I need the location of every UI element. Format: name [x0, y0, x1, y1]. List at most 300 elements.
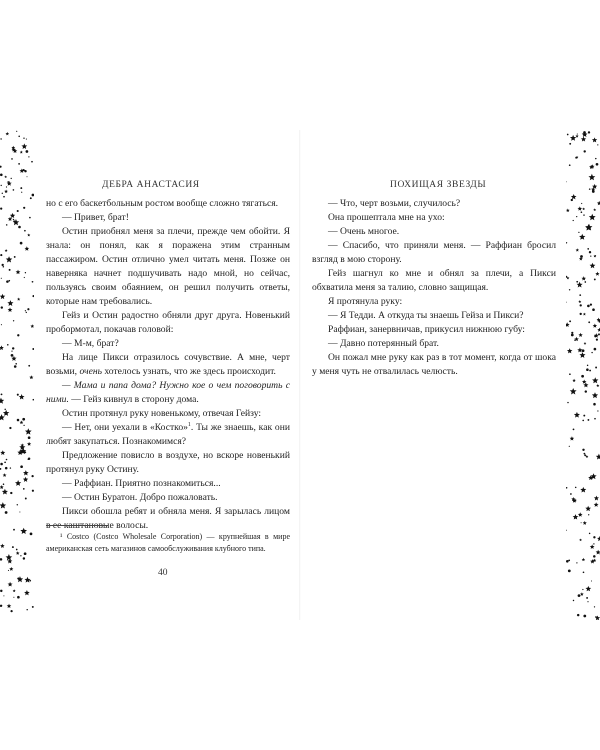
paragraph: — Что, черт возьми, случилось?	[328, 198, 461, 209]
star-dot	[591, 352, 592, 353]
star-dot	[567, 402, 568, 403]
star-dot	[577, 614, 579, 616]
star-shape	[578, 300, 581, 303]
star-shape	[17, 576, 23, 582]
paragraph: Остин протянул руку новенькому, отвечая Гейзу:	[62, 408, 262, 419]
star-shape	[0, 345, 4, 350]
star-shape	[593, 208, 596, 211]
star-dot	[0, 254, 2, 256]
star-shape	[580, 487, 586, 493]
star-dot	[566, 530, 567, 531]
star-dot	[594, 606, 595, 607]
star-dot	[10, 610, 12, 612]
star-shape	[13, 589, 16, 592]
star-dot	[25, 272, 26, 273]
star-dot	[597, 410, 598, 411]
page-number: 40	[158, 568, 168, 578]
star-dot	[581, 203, 582, 204]
star-dot	[20, 187, 22, 189]
star-shape	[17, 298, 20, 301]
star-dot	[566, 560, 569, 563]
star-dot	[587, 419, 589, 421]
star-dot	[589, 251, 591, 253]
star-shape	[585, 506, 591, 511]
paragraph: — М-м, брат?	[62, 338, 119, 349]
star-dot	[590, 255, 591, 256]
star-dot	[593, 403, 596, 406]
star-dot	[6, 280, 8, 283]
star-dot	[0, 174, 3, 177]
star-dot	[581, 522, 582, 523]
star-shape	[583, 313, 586, 316]
left-page-text	[46, 197, 290, 533]
star-dot	[583, 615, 586, 618]
text-run: — Нет, они уехали в «Костко»	[62, 422, 188, 433]
star-dot	[24, 552, 27, 555]
star-dot	[20, 242, 23, 245]
star-shape	[584, 342, 587, 345]
star-shape	[5, 249, 8, 252]
star-shape	[27, 442, 31, 446]
star-dot	[27, 308, 29, 310]
star-shape	[16, 270, 21, 275]
star-dot	[582, 349, 585, 352]
star-shape	[594, 496, 599, 501]
star-shape	[579, 234, 585, 240]
star-dot	[570, 493, 572, 495]
star-dot	[593, 543, 594, 544]
star-shape	[23, 470, 29, 475]
star-dot	[576, 216, 577, 217]
star-dot	[586, 368, 589, 371]
star-dot	[575, 487, 577, 489]
star-dot	[587, 601, 588, 602]
star-dot	[24, 170, 26, 172]
paragraph	[46, 379, 290, 407]
right-page	[300, 130, 566, 620]
star-dot	[16, 131, 17, 132]
star-dot	[596, 163, 599, 166]
paragraph: Она прошептала мне на ухо:	[328, 212, 445, 223]
star-dot	[569, 289, 570, 290]
star-dot	[589, 188, 591, 190]
star-shape	[3, 410, 9, 416]
star-dot	[13, 529, 15, 531]
star-dot	[3, 196, 5, 198]
star-dot	[0, 207, 2, 209]
star-dot	[584, 281, 586, 283]
star-dot	[13, 320, 14, 321]
star-dot	[576, 562, 577, 563]
star-dot	[577, 133, 578, 134]
star-shape	[27, 233, 30, 236]
star-dot	[579, 294, 581, 296]
star-dot	[18, 136, 20, 138]
star-shape	[23, 477, 28, 482]
star-dot	[17, 504, 18, 505]
star-dot	[14, 365, 17, 368]
star-dot	[566, 487, 567, 489]
star-shape	[590, 263, 596, 269]
star-shape	[7, 604, 12, 608]
star-shape	[583, 521, 587, 525]
star-shape	[19, 394, 25, 399]
star-shape	[572, 379, 575, 382]
star-dot	[589, 370, 591, 372]
star-dot	[580, 313, 582, 315]
star-shape	[592, 377, 598, 383]
star-dot	[22, 418, 25, 421]
star-dot	[578, 232, 579, 233]
star-dot	[17, 210, 19, 212]
star-shape	[570, 388, 577, 395]
star-dot	[30, 533, 33, 536]
star-dot	[569, 373, 571, 375]
star-dot	[582, 449, 584, 451]
star-dot	[20, 555, 21, 556]
star-dot	[0, 558, 2, 561]
star-dot	[3, 266, 5, 268]
star-dot	[9, 427, 11, 429]
star-shape	[570, 135, 576, 141]
star-shape	[592, 137, 597, 142]
star-shape	[578, 512, 583, 516]
star-shape	[571, 194, 577, 199]
star-shape	[580, 592, 584, 596]
star-shape	[29, 375, 33, 379]
star-dot	[593, 536, 595, 538]
star-dot	[587, 305, 590, 308]
footnote: ¹ Costco (Costco Wholesale Corporation) — крупнейшая в мире американская сеть магазинов самообслуживания клубного типа.	[46, 532, 290, 553]
star-dot	[17, 334, 19, 336]
star-dot	[28, 436, 31, 439]
star-dot	[589, 533, 591, 535]
star-shape	[576, 248, 579, 251]
star-dot	[8, 280, 10, 282]
star-dot	[580, 304, 582, 306]
star-dot	[30, 197, 32, 199]
star-shape	[2, 489, 8, 495]
star-dot	[592, 308, 595, 311]
star-shape	[15, 480, 21, 486]
star-dot	[7, 344, 8, 345]
star-dot	[595, 367, 597, 369]
star-dot	[26, 150, 29, 153]
star-dot	[18, 163, 20, 165]
star-dot	[573, 600, 574, 601]
paragraph: — Спасибо, что приняли меня. — Раффиан бросил взгляд в мою сторону.	[312, 240, 556, 265]
star-dot	[583, 214, 584, 215]
star-shape	[592, 392, 598, 398]
star-dot	[576, 281, 578, 283]
star-dot	[569, 164, 571, 166]
star-shape	[582, 558, 586, 561]
star-dot	[566, 302, 567, 303]
star-dot	[16, 549, 18, 551]
star-shape	[581, 137, 586, 142]
running-head-title: ПОХИЩАЯ ЗВЕЗДЫ	[390, 180, 487, 190]
star-dot	[568, 560, 570, 562]
star-dot	[1, 324, 2, 325]
left-star-border	[0, 130, 34, 620]
paragraph: — Давно потерянный брат.	[328, 338, 439, 349]
paragraph: — Раффиан. Приятно познакомиться...	[62, 478, 221, 489]
star-dot	[18, 226, 21, 229]
star-dot	[10, 467, 11, 468]
star-shape	[594, 502, 599, 507]
star-shape	[8, 307, 13, 312]
star-dot	[13, 189, 15, 191]
star-shape	[589, 214, 596, 221]
star-dot	[6, 224, 8, 226]
star-dot	[6, 186, 7, 187]
star-dot	[4, 461, 6, 463]
star-dot	[566, 276, 567, 278]
star-shape	[593, 324, 597, 328]
star-dot	[26, 609, 27, 610]
star-dot	[0, 605, 2, 607]
star-dot	[25, 310, 26, 311]
star-dot	[23, 425, 24, 426]
star-dot	[591, 580, 592, 581]
star-pattern-icon	[566, 130, 600, 620]
star-shape	[0, 502, 6, 508]
star-dot	[574, 339, 575, 340]
star-shape	[588, 174, 595, 180]
paragraph: Он пожал мне руку как раз в тот момент, когда от шока у меня чуть не отвалилась челюсть.	[312, 352, 556, 377]
star-dot	[1, 278, 2, 279]
star-shape	[566, 209, 570, 213]
star-dot	[23, 207, 25, 209]
star-dot	[582, 589, 583, 590]
star-shape	[0, 544, 5, 548]
star-dot	[584, 150, 586, 152]
star-dot	[23, 488, 25, 490]
star-dot	[569, 143, 571, 145]
star-dot	[568, 570, 571, 573]
star-shape	[7, 181, 12, 186]
paragraph: — Очень многое.	[328, 226, 400, 237]
star-dot	[10, 492, 12, 494]
star-shape	[4, 190, 8, 194]
star-shape	[24, 577, 30, 583]
star-dot	[9, 269, 11, 271]
star-shape	[593, 255, 596, 258]
star-dot	[7, 181, 8, 182]
star-dot	[573, 429, 575, 431]
star-dot	[26, 139, 27, 140]
star-shape	[578, 333, 582, 337]
footnote-divider	[46, 525, 108, 526]
star-dot	[593, 555, 596, 558]
star-dot	[21, 192, 22, 193]
star-dot	[24, 277, 25, 278]
star-shape	[595, 615, 600, 620]
paragraph: Я протянула руку:	[328, 296, 403, 307]
star-shape	[20, 420, 24, 424]
star-dot	[27, 176, 28, 177]
star-dot	[25, 498, 27, 500]
star-shape	[596, 384, 599, 387]
star-shape	[4, 175, 7, 178]
star-dot	[2, 264, 4, 266]
star-dot	[11, 351, 12, 352]
star-shape	[582, 131, 588, 137]
star-shape	[20, 151, 23, 154]
star-dot	[14, 256, 16, 258]
star-dot	[595, 616, 596, 617]
star-shape	[9, 567, 13, 571]
star-dot	[587, 248, 589, 250]
star-shape	[6, 256, 13, 262]
star-shape	[583, 383, 588, 388]
italic-speech: — Мама и папа дома? Нужно кое о чем поговорить с ними.	[46, 380, 290, 405]
star-shape	[585, 586, 591, 591]
star-shape	[0, 294, 5, 299]
star-dot	[0, 463, 3, 466]
paragraph: Гейз и Остин радостно обняли друг друга. Новенький пробормотал, покачав головой:	[46, 310, 290, 335]
star-dot	[594, 348, 597, 351]
star-dot	[1, 306, 3, 308]
star-shape	[5, 132, 9, 135]
paragraph: — Привет, брат!	[62, 212, 129, 223]
star-dot	[23, 137, 24, 138]
star-shape	[579, 352, 585, 358]
paragraph	[46, 421, 290, 449]
star-dot	[571, 332, 573, 334]
star-shape	[0, 485, 4, 489]
star-dot	[594, 418, 596, 420]
footnote-marker: 1	[187, 421, 191, 428]
star-shape	[21, 143, 27, 149]
star-dot	[573, 220, 574, 221]
star-dot	[588, 514, 589, 515]
star-dot	[0, 468, 1, 470]
star-dot	[569, 446, 570, 447]
star-dot	[6, 459, 8, 461]
left-page	[34, 130, 300, 620]
paragraph: — Остин Буратон. Добро пожаловать.	[62, 492, 218, 503]
paragraph: Гейз шагнул ко мне и обнял за плечи, а Пикси обхватила меня за талию, словно защищая.	[312, 268, 556, 293]
star-shape	[594, 333, 599, 338]
star-shape	[16, 551, 20, 555]
star-pattern-icon	[0, 130, 34, 620]
star-dot	[583, 415, 585, 417]
star-shape	[0, 450, 5, 455]
star-dot	[17, 596, 20, 599]
star-shape	[577, 347, 582, 352]
star-dot	[31, 161, 33, 163]
star-dot	[12, 347, 14, 349]
star-shape	[570, 436, 574, 440]
star-dot	[1, 185, 2, 186]
star-dot	[11, 178, 12, 179]
right-page-text	[312, 197, 556, 379]
star-dot	[596, 339, 598, 341]
paragraph: Остин приобнял меня за плечи, прежде чем обойти. Я знала: он понял, как я поражена этим странным пассажиром. Остин отлично умел читать меня. Позже он наверняка начнет подшучивать надо мной, но сейчас, пользуясь своим обаянием, он решил получить ответы, которые нам требовались.	[46, 226, 290, 307]
star-dot	[582, 420, 584, 422]
right-star-border	[566, 130, 600, 620]
text-run: . Ты же знаешь, как они любят закупаться. Познакомимся?	[46, 422, 290, 447]
star-dot	[0, 166, 2, 168]
book-spread	[0, 130, 600, 620]
text-run: — Гейз кивнул в сторону дома.	[68, 394, 199, 405]
paragraph: но с его баскетбольным ростом вообще сложно тягаться.	[46, 198, 279, 209]
star-dot	[581, 375, 584, 378]
star-dot	[26, 312, 27, 313]
star-shape	[24, 590, 30, 595]
paragraph	[46, 351, 290, 379]
star-dot	[3, 595, 4, 596]
star-dot	[12, 546, 14, 548]
star-shape	[25, 428, 32, 434]
star-shape	[8, 582, 13, 587]
star-dot	[4, 409, 5, 410]
star-dot	[17, 394, 19, 396]
star-dot	[11, 354, 14, 357]
paragraph: — Я Тедди. А откуда ты знаешь Гейза и Пикси?	[328, 310, 524, 321]
star-dot	[581, 211, 583, 213]
star-dot	[590, 303, 592, 305]
star-shape	[0, 398, 4, 404]
star-dot	[1, 393, 3, 395]
star-shape	[25, 246, 30, 250]
paragraph: Раффиан, занервничав, прикусил нижнюю губу:	[328, 324, 525, 335]
star-shape	[579, 538, 582, 541]
star-shape	[595, 272, 599, 276]
star-dot	[15, 363, 17, 365]
star-dot	[571, 334, 574, 337]
star-dot	[28, 156, 29, 157]
star-shape	[574, 412, 580, 418]
star-dot	[578, 594, 581, 597]
star-shape	[20, 528, 27, 534]
star-dot	[5, 467, 8, 470]
paragraph: Предложение повисло в воздухе, но вскоре новенький протянул руку Остину.	[46, 450, 290, 475]
star-dot	[5, 511, 8, 514]
emphasis-text: очень	[79, 366, 102, 377]
star-dot	[0, 590, 2, 592]
star-dot	[566, 242, 567, 243]
star-shape	[581, 276, 586, 280]
running-head-author: ДЕБРА АНАСТАСИЯ	[102, 180, 200, 190]
star-dot	[588, 131, 590, 133]
star-dot	[569, 320, 571, 322]
star-dot	[29, 217, 31, 219]
star-dot	[585, 390, 587, 392]
star-dot	[29, 580, 31, 582]
star-shape	[596, 454, 600, 460]
star-dot	[19, 511, 20, 512]
star-shape	[582, 207, 585, 210]
star-shape	[590, 544, 595, 549]
star-dot	[3, 483, 5, 485]
star-dot	[11, 158, 13, 160]
star-shape	[567, 348, 572, 353]
star-dot	[567, 134, 569, 136]
star-dot	[2, 193, 3, 194]
paragraph: Пикси обошла ребят и обняла меня. Я зарылась лицом в ее каштановые волосы.	[46, 506, 290, 531]
star-dot	[594, 278, 596, 280]
star-shape	[566, 322, 570, 327]
star-shape	[0, 414, 5, 420]
star-dot	[20, 465, 23, 468]
star-shape	[573, 514, 579, 519]
star-shape	[3, 473, 7, 477]
star-dot	[8, 570, 9, 571]
star-shape	[578, 206, 583, 210]
star-dot	[28, 365, 30, 367]
